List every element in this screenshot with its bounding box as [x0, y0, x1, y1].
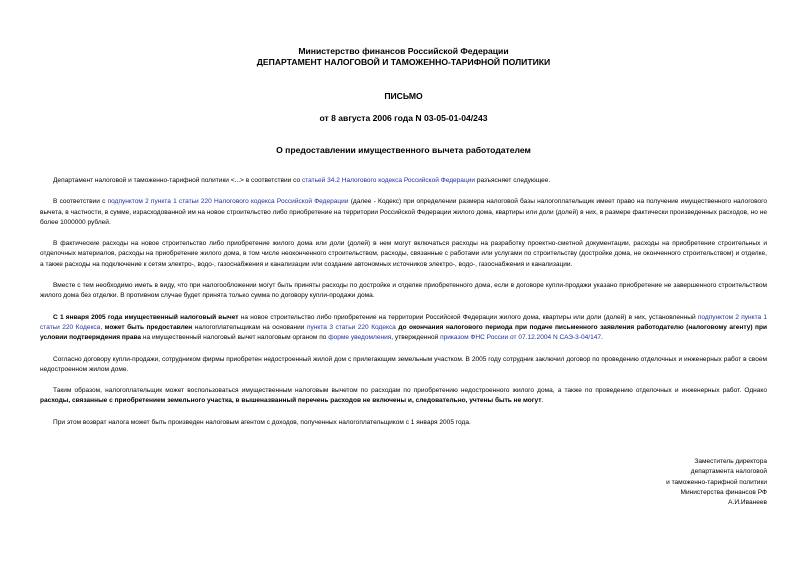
text-span: на имущественный налоговый вычет налоговым органом по: [141, 334, 329, 342]
text-span: ,: [100, 323, 105, 331]
bold-span: расходы, связанные с приобретением земельного участка, в вышеназванный перечень расходов не включены и, следовательно, учтены быть не могут: [40, 397, 542, 405]
text-span: налогоплательщикам на основании: [192, 323, 307, 331]
signer-name: А.И.Иванеев: [728, 499, 767, 507]
paragraph-4: Вместе с тем необходимо иметь в виду, что при налогообложении могут быть приняты расходы по достройке и отделке приобретенного дома, если в договоре купли-продажи указано приобретение не завершенного строительством жилого дома без отделки. В противном случае будет принята только сумма по договору купли-продажи дома.: [40, 282, 767, 300]
letter-type: ПИСЬМО: [384, 91, 423, 101]
signature-line: Заместитель директора: [694, 458, 767, 465]
bold-span: С 1 января 2005 года имущественный налоговый вычет: [53, 313, 239, 321]
paragraph-8: При этом возврат налога может быть произведен налоговым агентом с доходов, полученных налогоплательщиком с 1 января 2005 года.: [53, 418, 471, 426]
department-name: ДЕПАРТАМЕНТ НАЛОГОВОЙ И ТАМОЖЕННО-ТАРИФНОЙ ПОЛИТИКИ: [256, 57, 551, 67]
ministry-name: Министерство финансов Российской Федерации: [298, 46, 509, 56]
link-notification-form[interactable]: форме уведомления: [328, 334, 392, 342]
text-span: .: [541, 397, 544, 405]
link-article-220-tax-code[interactable]: подпунктом 2 пункта 1 статьи 220 Налогового кодекса Российской Федерации: [107, 198, 349, 206]
link-article-34-2[interactable]: статьей 34.2 Налогового кодекса Российской Федерации: [301, 177, 476, 184]
bold-span: до окончания налогового периода при подаче письменного заявления работодателю (налоговому агенту) при условии подтверждения права: [40, 323, 768, 342]
link-article-220-code[interactable]: подпунктом 2 пункта 1 статьи 220 Кодекса: [40, 313, 768, 331]
signature-line: Министерства финансов РФ: [680, 488, 767, 496]
paragraph-3: В фактические расходы на новое строительство либо приобретение жилого дома или доли (долей) в нем могут включаться расходы на разработку проектно-сметной документации, расходы на приобретение строительных и отделочных материалов, расходы на приобретение жилого дома, в том числе неоконченного строительством, расходы, связанные с работами или услугами по строительству (достройке дома, не оконченного строительством) и отделке, а также расходы на подключение к сетям электро-, водо-, газоснабжения и канализации или создание автономных источников электро-, водо-, газоснабжения и канализации.: [40, 240, 767, 268]
link-fns-order[interactable]: приказом ФНС России от 07.12.2004 N САЭ-3-04/147: [440, 334, 602, 342]
text-span: разъясняет следующее.: [475, 177, 551, 184]
paragraph-1: [40, 176, 767, 186]
letterhead: [40, 46, 767, 68]
letter-subject: О предоставлении имущественного вычета работодателем: [276, 145, 531, 155]
text-span: , утвержденной: [391, 334, 441, 342]
signature-block: [666, 457, 767, 508]
paragraph-5: [40, 313, 767, 344]
text-span: В соответствии с: [53, 198, 108, 206]
letter-date-number: от 8 августа 2006 года N 03-05-01-04/243: [319, 113, 488, 123]
text-span: .: [601, 334, 603, 342]
text-span: Таким образом, налогоплательщик может воспользоваться имущественным налоговым вычетом по расходам по приобретению недостроенного жилого дома, а также по проведению отделочных и инженерных работ. Однако: [53, 387, 767, 395]
letter-body: [40, 176, 767, 428]
signature-line: департамента налоговой: [690, 468, 767, 476]
text-span: на новое строительство либо приобретение на территории Российской Федерации жилого дома, квартиры или доли (долей) в них, установленный: [238, 313, 698, 321]
signature-line: и таможенно-тарифной политики: [666, 478, 767, 486]
bold-span: может быть предоставлен: [104, 323, 193, 331]
text-span: (далее - Кодекс) при определении размера налоговой базы налогоплательщик имеет право на получение имущественного налогового вычета, в частности, в сумме, израсходованной им на новое строительство либо приобретение на территории Российской Федерации жилого дома, квартиры или доли (долей) в них, в размере фактически произведенных расходов, но не более 1000000 рублей.: [40, 198, 768, 226]
paragraph-7: [40, 386, 767, 407]
paragraph-6: Согласно договору купли-продажи, сотрудником фирмы приобретен недостроенный жилой дом с прилегающим земельным участком. В 2005 году сотрудник заключил договор по проведению отделочных и инженерных работ в своем недостроенном жилом доме.: [40, 355, 767, 373]
paragraph-2: [40, 197, 767, 228]
link-article-220-item-3[interactable]: пункта 3 статьи 220 Кодекса: [306, 323, 396, 331]
text-span: Департамент налоговой и таможенно-тарифной политики <...> в соответствии со: [53, 177, 302, 184]
